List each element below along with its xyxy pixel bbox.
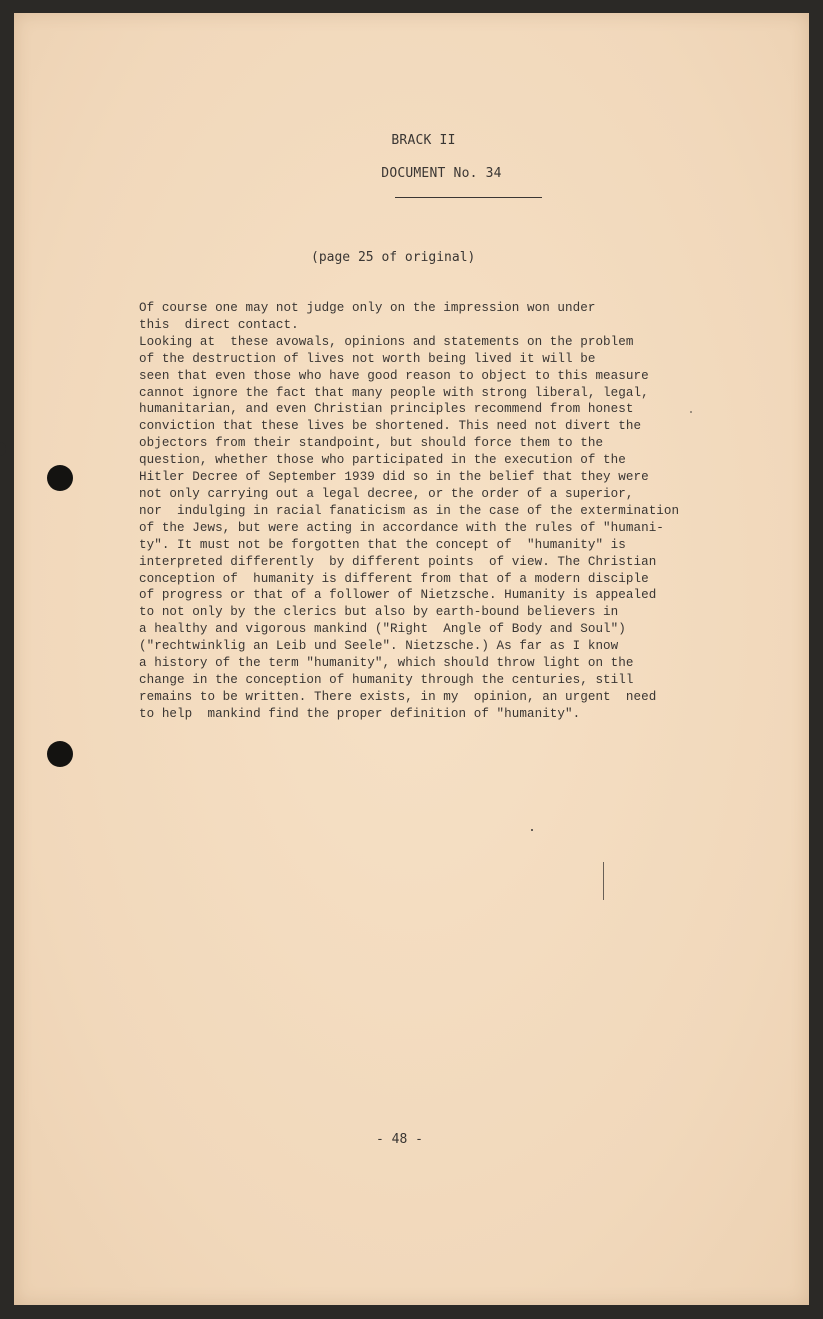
body-line: a healthy and vigorous mankind ("Right Angle of Body and Soul") bbox=[139, 622, 626, 637]
body-line: nor indulging in racial fanaticism as in the case of the extermination bbox=[139, 503, 680, 518]
body-line: question, whether those who participated in the execution of the bbox=[139, 453, 626, 468]
body-line: of progress or that of a follower of Nietzsche. Humanity is appealed bbox=[139, 588, 657, 603]
body-line: of the Jews, but were acting in accordance with the rules of "humani- bbox=[139, 520, 664, 535]
punch-hole-upper bbox=[47, 465, 73, 491]
body-line: humanitarian, and even Christian principles recommend from honest bbox=[139, 402, 634, 417]
document-body bbox=[139, 300, 779, 723]
body-line: a history of the term "humanity", which should throw light on the bbox=[139, 656, 634, 671]
body-line: Of course one may not judge only on the impression won under bbox=[139, 301, 596, 315]
body-line: remains to be written. There exists, in my opinion, an urgent need bbox=[139, 689, 657, 704]
body-line: this direct contact. bbox=[139, 317, 299, 332]
body-line: ("rechtwinklig an Leib und Seele". Nietzsche.) As far as I know bbox=[139, 639, 619, 654]
body-line: conception of humanity is different from that of a modern disciple bbox=[139, 571, 649, 586]
document-header-case: BRACK II bbox=[391, 133, 456, 148]
document-page bbox=[14, 13, 809, 1305]
body-line: not only carrying out a legal decree, or the order of a superior, bbox=[139, 486, 634, 501]
body-line: change in the conception of humanity through the centuries, still bbox=[139, 672, 634, 687]
header-underline bbox=[395, 197, 542, 198]
body-line: of the destruction of lives not worth being lived it will be bbox=[139, 351, 596, 366]
body-line: to not only by the clerics but also by earth-bound believers in bbox=[139, 605, 619, 620]
margin-mark bbox=[603, 862, 604, 900]
ink-speck bbox=[690, 411, 692, 413]
edge-tear-mark bbox=[0, 442, 6, 456]
body-line: seen that even those who have good reason to object to this measure bbox=[139, 368, 649, 383]
body-line: interpreted differently by different points of view. The Christian bbox=[139, 554, 657, 569]
body-line: Looking at these avowals, opinions and statements on the problem bbox=[139, 334, 634, 349]
body-line: cannot ignore the fact that many people with strong liberal, legal, bbox=[139, 385, 649, 400]
document-header-number: DOCUMENT No. 34 bbox=[381, 166, 502, 181]
original-page-reference: (page 25 of original) bbox=[311, 250, 476, 265]
body-line: ty". It must not be forgotten that the concept of "humanity" is bbox=[139, 537, 626, 552]
body-line: conviction that these lives be shortened. This need not divert the bbox=[139, 419, 642, 434]
ink-speck bbox=[531, 829, 533, 831]
body-line: Hitler Decree of September 1939 did so in the belief that they were bbox=[139, 470, 649, 485]
body-line: to help mankind find the proper definition of "humanity". bbox=[139, 706, 581, 721]
page-number: - 48 - bbox=[376, 1132, 423, 1147]
body-line: objectors from their standpoint, but should force them to the bbox=[139, 436, 604, 451]
punch-hole-lower bbox=[47, 741, 73, 767]
